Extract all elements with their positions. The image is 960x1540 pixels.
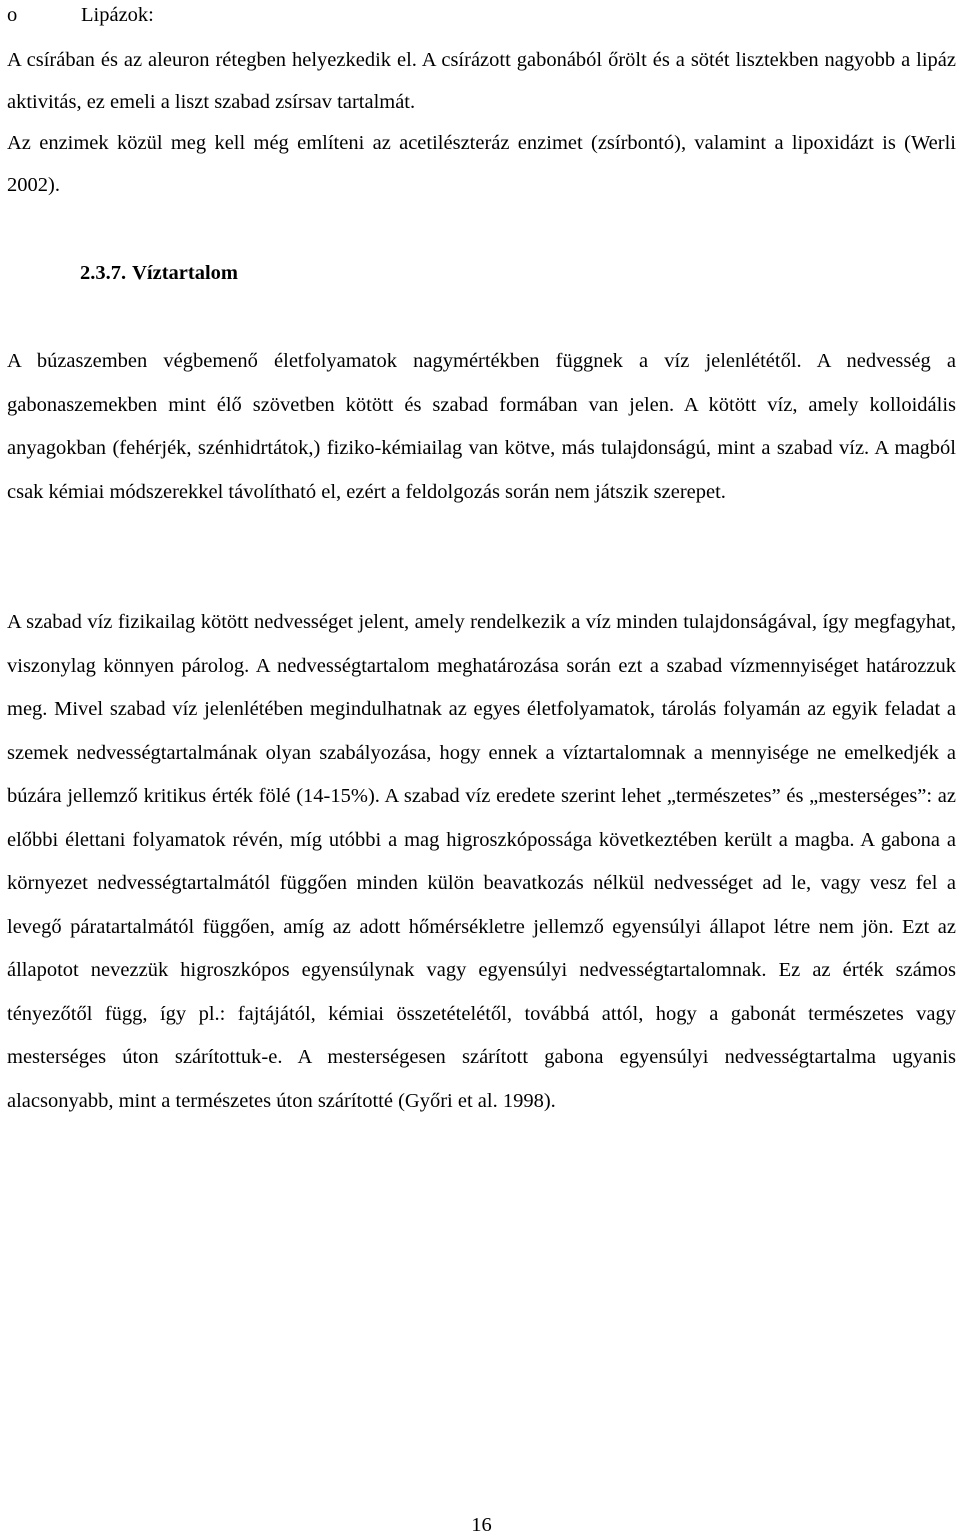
- bullet-label: Lipázok:: [81, 4, 154, 26]
- section-title: Víztartalom: [132, 262, 238, 284]
- bullet-item-lipazok: [7, 0, 154, 30]
- paragraph-lipase-location: A csírában és az aleuron rétegben helyezkedik el. A csírázott gabonából őrölt és a sötét lisztekben nagyobb a lipáz aktivitás, ez emeli a liszt szabad zsírsav tartalmát.: [7, 49, 956, 113]
- bullet-marker: o: [7, 4, 18, 26]
- section-number: 2.3.7.: [80, 262, 127, 284]
- paragraph-bound-water: A búzaszemben végbemenő életfolyamatok nagymértékben függnek a víz jelenlététől. A nedvesség a gabonaszemekben mint élő szövetben kötött és szabad formában van jelen. A kötött víz, amely kolloidális anyagokban (fehérjék, szénhidrtátok,) fiziko-kémiailag van kötve, más tulajdonságú, mint a szabad víz. A magból csak kémiai módszerekkel távolítható el, ezért a feldolgozás során nem játszik szerepet.: [7, 350, 956, 503]
- section-heading: [80, 258, 238, 288]
- page-number: 16: [471, 1514, 492, 1536]
- paragraph-free-water: A szabad víz fizikailag kötött nedvességet jelent, amely rendelkezik a víz minden tulajdonságával, így megfagyhat, viszonylag könnyen párolog. A nedvességtartalom meghatározása során ezt a szabad vízmennyiséget határozzuk meg. Mivel szabad víz jelenlétében megindulhatnak az egyes életfolyamatok, tárolás folyamán az egyik feladat a szemek nedvességtartalmának olyan szabályozása, hogy ennek a víztartalomnak a mennyisége ne emelkedjék a búzára jellemző kritikus érték fölé (14-15%). A szabad víz eredete szerint lehet „természetes” és „mesterséges”: az előbbi élettani folyamatok révén, míg utóbbi a mag higroszkópossága következtében került a magba. A gabona a környezet nedvességtartalmától függően minden külön beavatkozás nélkül nedvességet ad le, vagy vesz fel a levegő páratartalmától függően, amíg az adott hőmérsékletre jellemző egyensúlyi állapot létre nem jön. Ezt az állapotot nevezzük higroszkópos egyensúlynak vagy egyensúlyi nedvességtartalomnak. Ez az érték számos tényezőtől függ, így pl.: fajtájától, kémiai összetételétől, továbbá attól, hogy a gabonát természetes vagy mesterséges úton szárítottuk-e. A mesterségesen szárított gabona egyensúlyi nedvességtartalma ugyanis alacsonyabb, mint a természetes úton szárítotté (Győri et al. 1998).: [7, 611, 956, 1112]
- paragraph-enzymes: Az enzimek közül meg kell még említeni az acetilészteráz enzimet (zsírbontó), valamint a lipoxidázt is (Werli 2002).: [7, 132, 956, 196]
